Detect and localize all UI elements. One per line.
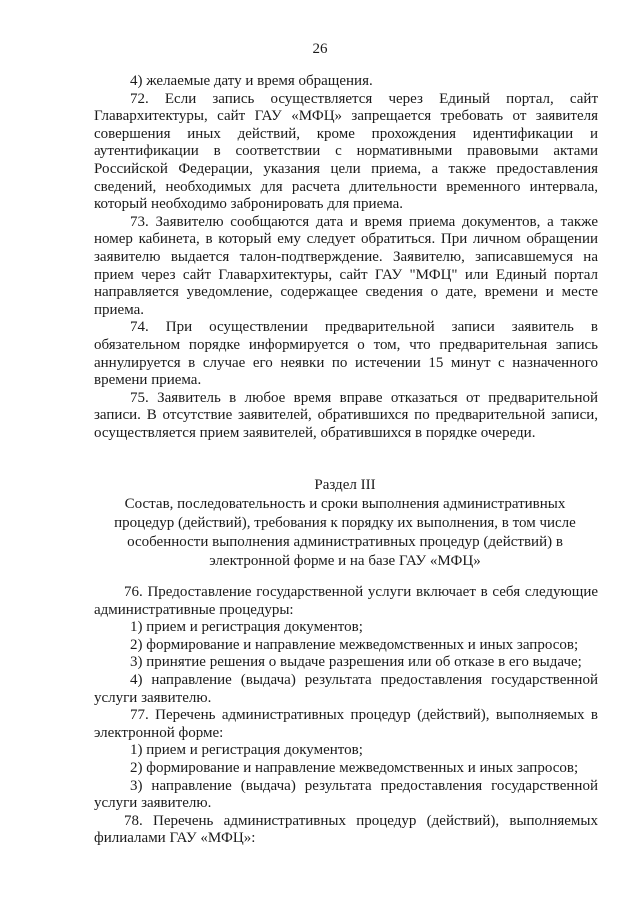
section-subtitle-line-3: особенности выполнения административных процедур (действий) в	[127, 534, 563, 550]
paragraph-78: 78. Перечень административных процедур (действий), выполняемых филиалами ГАУ «МФЦ»:	[94, 812, 598, 847]
list-item: 3) принятие решения о выдаче разрешения или об отказе в его выдаче;	[130, 654, 582, 671]
list-item: 4) направление (выдача) результата предоставления государственной услуги заявителю.	[94, 671, 598, 706]
section-subtitle-line-4: электронной форме и на базе ГАУ «МФЦ»	[209, 553, 481, 569]
list-item: 1) прием и регистрация документов;	[130, 619, 363, 636]
section-subtitle-line-1: Состав, последовательность и сроки выполнения административных	[124, 496, 566, 512]
body-text-bottom	[94, 584, 598, 848]
paragraph-73: 73. Заявителю сообщаются дата и время приема документов, а также номер кабинета, в который ему следует обратиться. При личном обращении заявителю выдается талон-подтверждение. Заявителю, записавшемуся на прием через сайт Главархитектуры, сайт ГАУ "МФЦ" или Единый портал направляется уведомление, содержащее сведения о дате, времени и месте приема.	[94, 213, 598, 318]
list-item: 2) формирование и направление межведомственных и иных запросов;	[130, 636, 579, 653]
section-subtitle-line-2: процедур (действий), требования к порядку их выполнения, в том числе	[114, 515, 576, 531]
section-title: Раздел III	[314, 477, 376, 493]
section-heading	[110, 476, 580, 571]
paragraph-77: 77. Перечень административных процедур (действий), выполняемых в электронной форме:	[94, 707, 598, 741]
list-item: 2) формирование и направление межведомственных и иных запросов;	[130, 759, 579, 776]
paragraph-76: 76. Предоставление государственной услуги включает в себя следующие административные процедуры:	[94, 584, 598, 618]
page-number: 26	[312, 41, 328, 57]
list-item: 1) прием и регистрация документов;	[130, 742, 363, 759]
list-item: 3) направление (выдача) результата предоставления государственной услуги заявителю.	[94, 777, 598, 812]
paragraph-75: 75. Заявитель в любое время вправе отказаться от предварительной записи. В отсутствие заявителей, обратившихся по предварительной записи, осуществляется прием заявителей, обратившихся в порядке очереди.	[94, 389, 598, 441]
body-text-top	[94, 73, 598, 442]
paragraph-74: 74. При осуществлении предварительной записи заявитель в обязательном порядке информируется о том, что предварительная запись аннулируется в случае его неявки по истечении 15 минут с назначенного времени приема.	[94, 319, 598, 389]
paragraph-72: 72. Если запись осуществляется через Единый портал, сайт Главархитектуры, сайт ГАУ «МФЦ» запрещается требовать от заявителя совершения иных действий, кроме прохождения идентификации и аутентификации в соответствии с нормативными правовыми актами Российской Федерации, указания цели приема, а также предоставления сведений, необходимых для расчета длительности временного интервала, который необходимо забронировать для приема.	[94, 90, 598, 213]
paragraph-item-4: 4) желаемые дату и время обращения.	[130, 73, 373, 89]
